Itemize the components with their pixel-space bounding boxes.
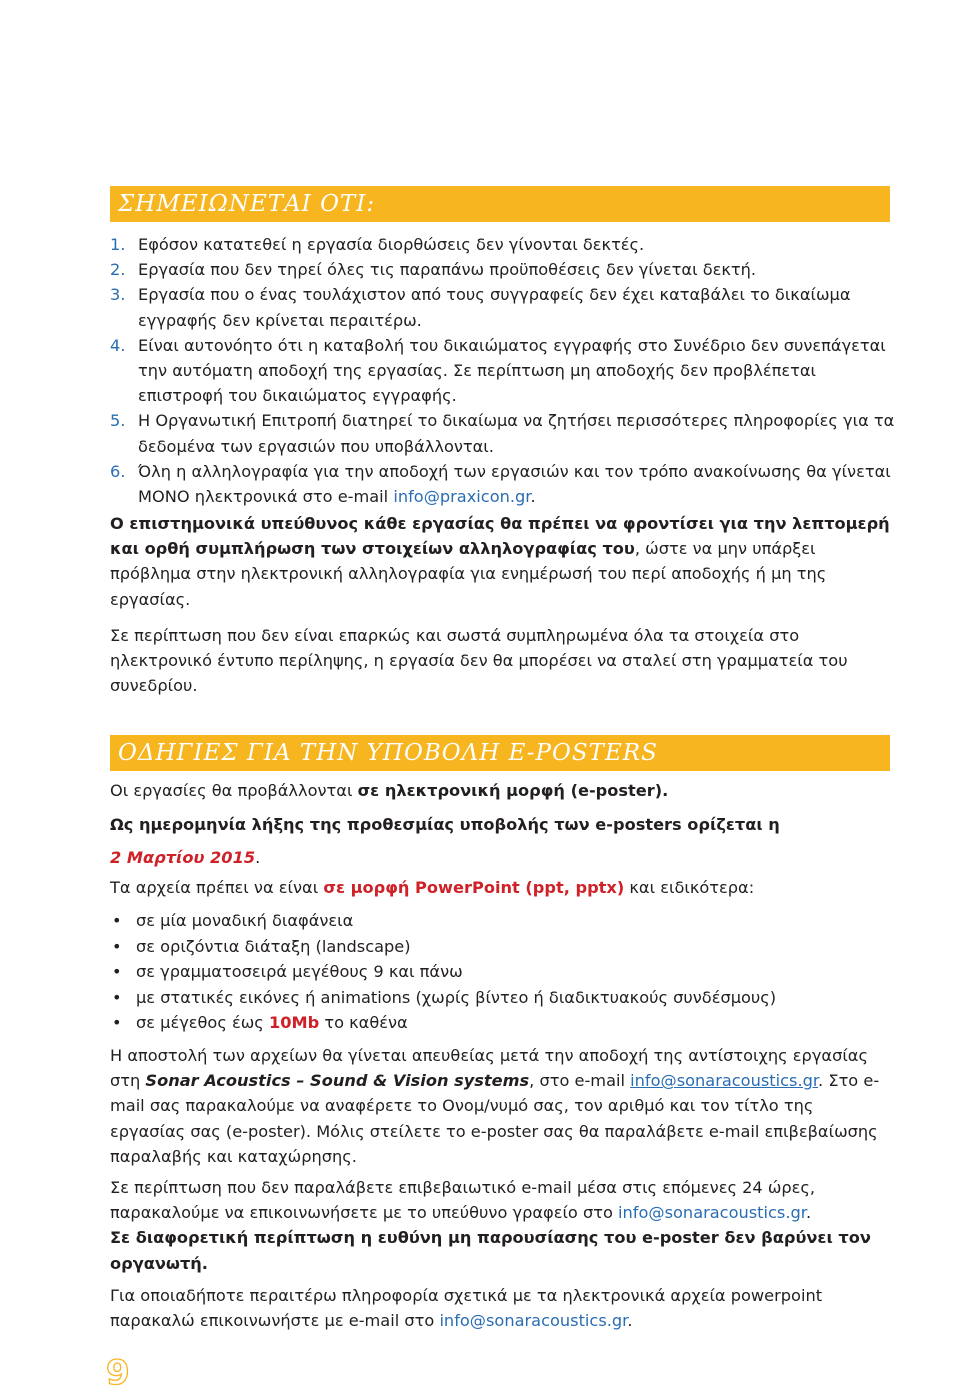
list-item: 5. Η Οργανωτική Επιτροπή διατηρεί το δικαίωμα να ζητήσει περισσότερες πληροφορίες για τα δεδομένα των εργασιών που υποβάλλονται. <box>110 411 895 456</box>
page-number: 9 <box>106 1353 130 1393</box>
list-item: • σε γραμματοσειρά μεγέθους 9 και πάνω <box>110 959 892 985</box>
list-item: 3. Εργασία που ο ένας τουλάχιστον από τους συγγραφείς δεν έχει καταβάλει το δικαίωμα εγγραφής δεν κρίνεται περαιτέρω. <box>110 285 851 330</box>
list-item: 1. Εφόσον κατατεθεί η εργασία διορθώσεις δεν γίνονται δεκτές. <box>110 235 645 254</box>
incomplete-paragraph: Σε περίπτωση που δεν είναι επαρκώς και σωστά συμπληρωμένα όλα τα στοιχεία στο ηλεκτρονικό έντυπο περίληψης, η εργασία δεν θα μπορέσει να σταλεί στη γραμματεία του συνεδρίου. <box>110 626 848 696</box>
list-item: • με στατικές εικόνες ή animations (χωρίς βίντεο ή διαδικτυακούς συνδέσμους) <box>110 985 892 1011</box>
submission-paragraph: Η αποστολή των αρχείων θα γίνεται απευθείας μετά την αποδοχή της αντίστοιχης εργασίας στη Sonar Acoustics – Sound & Vision systems, στο e-mail info@sonaracoustics.gr. Στο e-mail σας παρακαλούμε να αναφέρετε το Ονομ/νυμό σας, τον αριθμό και τον τίτλο της εργασίας σας (e-poster). Μόλις στείλετε το e-poster σας θα παραλάβετε e-mail επιβεβαίωσης παραλαβής και καταχώρησης. <box>110 1046 880 1166</box>
email-link-praxicon[interactable]: info@praxicon.gr <box>393 487 531 507</box>
contact-paragraph: Για οποιαδήποτε περαιτέρω πληροφορία σχετικά με τα ηλεκτρονικά αρχεία powerpoint παρακαλώ επικοινωνήστε με e-mail στο info@sonaracoustics.gr. <box>110 1286 823 1331</box>
bullet-icon: • <box>112 962 122 981</box>
section-heading-notes: ΣΗΜΕΙΩΝΕΤΑΙ ΟΤΙ: <box>110 186 890 222</box>
files-requirements-line: Τα αρχεία πρέπει να είναι σε μορφή PowerPoint (ppt, pptx) και ειδικότερα: <box>110 878 755 897</box>
notes-list <box>110 232 895 509</box>
email-link-sonar[interactable]: info@sonaracoustics.gr <box>618 1203 806 1223</box>
bullet-icon: • <box>112 936 122 956</box>
list-item: • σε μέγεθος έως 10Mb το καθένα <box>110 1010 892 1036</box>
list-item: 4. Είναι αυτονόητο ότι η καταβολή του δικαιώματος εγγραφής στο Συνέδριο δεν συνεπάγεται την αυτόματη αποδοχή της εργασίας. Σε περίπτωση μη αποδοχής δεν προβλέπεται επιστροφή του δικαιώματος εγγραφής. <box>110 335 886 406</box>
email-link-sonar[interactable]: info@sonaracoustics.gr <box>630 1071 819 1091</box>
confirmation-paragraph: Σε περίπτωση που δεν παραλάβετε επιβεβαιωτικό e-mail μέσα στις επόμενες 24 ώρες, παρακαλούμε να επικοινωνήσετε με το υπεύθυνο γραφείο στο info@sonaracoustics.gr. Σε διαφορετική περίπτωση η ευθύνη μη παρουσίασης του e-poster δεν βαρύνει τον οργανωτή. <box>110 1178 871 1273</box>
list-item: • σε μία μοναδική διαφάνεια <box>110 908 892 934</box>
deadline-date: 2 Μαρτίου 2015. <box>110 848 261 867</box>
email-link-sonar[interactable]: info@sonaracoustics.gr <box>439 1311 628 1331</box>
responsibility-paragraph: Ο επιστημονικά υπεύθυνος κάθε εργασίας θα πρέπει να φροντίσει για την λεπτομερή και ορθή συμπλήρωση των στοιχείων αλληλογραφίας του, ώστε να μην υπάρξει πρόβλημα στην ηλεκτρονική αλληλογραφία για ενημέρωσή του περί αποδοχής ή μη της εργασίας. <box>110 514 890 609</box>
bullet-icon: • <box>112 1013 122 1032</box>
deadline-line: Ως ημερομηνία λήξης της προθεσμίας υποβολής των e-posters ορίζεται η <box>110 815 780 834</box>
requirements-list <box>110 908 892 1036</box>
list-item: • σε οριζόντια διάταξη (landscape) <box>110 934 892 960</box>
format-line: Οι εργασίες θα προβάλλονται σε ηλεκτρονική μορφή (e-poster). <box>110 781 669 800</box>
list-item: 2. Εργασία που δεν τηρεί όλες τις παραπάνω προϋποθέσεις δεν γίνεται δεκτή. <box>110 260 757 280</box>
list-item: 6. Όλη η αλληλογραφία για την αποδοχή των εργασιών και τον τρόπο ανακοίνωσης θα γίνεται ΜΟΝΟ ηλεκτρονικά στο e-mail info@praxicon.gr. <box>110 461 891 507</box>
section-heading-eposters: ΟΔΗΓΙΕΣ ΓΙΑ ΤΗΝ ΥΠΟΒΟΛΗ E-POSTERS <box>110 735 890 771</box>
bullet-icon: • <box>112 987 122 1007</box>
bullet-icon: • <box>112 911 122 930</box>
